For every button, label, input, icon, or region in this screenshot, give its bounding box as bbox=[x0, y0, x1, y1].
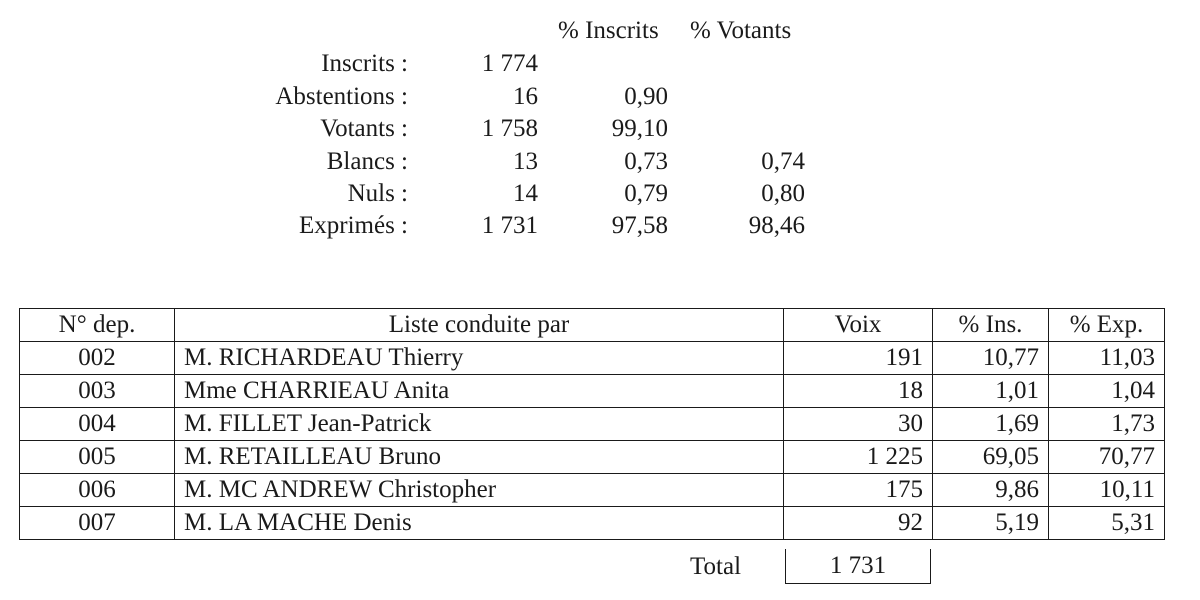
table-header-row bbox=[20, 309, 1165, 342]
summary-row-nuls bbox=[0, 180, 1200, 212]
cell-pct-ins: 5,19 bbox=[933, 507, 1049, 540]
table-row bbox=[20, 507, 1165, 540]
cell-list: M. RETAILLEAU Bruno bbox=[175, 441, 784, 474]
cell-voix: 92 bbox=[784, 507, 933, 540]
cell-list: M. RICHARDEAU Thierry bbox=[175, 342, 784, 375]
results-table bbox=[19, 308, 1165, 540]
summary-label: Abstentions : bbox=[275, 83, 408, 110]
summary-label: Blancs : bbox=[326, 148, 408, 175]
summary-pct-inscrits: 99,10 bbox=[611, 115, 668, 142]
total-label: Total bbox=[690, 553, 742, 580]
col-header-list: Liste conduite par bbox=[175, 309, 784, 342]
summary-pct-inscrits: 0,73 bbox=[624, 148, 668, 175]
cell-pct-exp: 1,73 bbox=[1049, 408, 1165, 441]
summary-label: Votants : bbox=[320, 115, 408, 142]
cell-voix: 175 bbox=[784, 474, 933, 507]
summary-pct-inscrits: 97,58 bbox=[611, 212, 668, 239]
col-header-voix: Voix bbox=[784, 309, 933, 342]
cell-pct-ins: 1,01 bbox=[933, 375, 1049, 408]
summary-count: 14 bbox=[513, 180, 538, 207]
cell-list: M. FILLET Jean-Patrick bbox=[175, 408, 784, 441]
turnout-summary bbox=[0, 0, 1200, 260]
summary-count: 1 774 bbox=[481, 50, 538, 77]
summary-row-blancs bbox=[0, 148, 1200, 180]
cell-pct-exp: 11,03 bbox=[1049, 342, 1165, 375]
cell-num: 006 bbox=[20, 474, 175, 507]
summary-pct-votants: 0,80 bbox=[761, 180, 805, 207]
col-header-pct-ins: % Ins. bbox=[933, 309, 1049, 342]
total-value: 1 731 bbox=[785, 549, 931, 584]
cell-pct-exp: 10,11 bbox=[1049, 474, 1165, 507]
cell-list: Mme CHARRIEAU Anita bbox=[175, 375, 784, 408]
cell-num: 003 bbox=[20, 375, 175, 408]
cell-num: 002 bbox=[20, 342, 175, 375]
summary-row-inscrits bbox=[0, 50, 1200, 82]
table-row bbox=[20, 342, 1165, 375]
summary-pct-inscrits: 0,90 bbox=[624, 83, 668, 110]
col-header-pct-exp: % Exp. bbox=[1049, 309, 1165, 342]
summary-label: Exprimés : bbox=[298, 212, 408, 239]
cell-num: 007 bbox=[20, 507, 175, 540]
cell-list: M. MC ANDREW Christopher bbox=[175, 474, 784, 507]
cell-pct-exp: 5,31 bbox=[1049, 507, 1165, 540]
summary-row-exprimes bbox=[0, 212, 1200, 244]
summary-count: 1 758 bbox=[481, 115, 538, 142]
cell-voix: 18 bbox=[784, 375, 933, 408]
cell-list: M. LA MACHE Denis bbox=[175, 507, 784, 540]
table-row bbox=[20, 375, 1165, 408]
pct-votants-header: % Votants bbox=[690, 17, 792, 44]
cell-voix: 1 225 bbox=[784, 441, 933, 474]
summary-row-abstentions bbox=[0, 83, 1200, 115]
summary-count: 1 731 bbox=[481, 212, 538, 239]
summary-count: 16 bbox=[513, 83, 538, 110]
cell-pct-ins: 1,69 bbox=[933, 408, 1049, 441]
summary-row-votants bbox=[0, 115, 1200, 147]
cell-pct-ins: 10,77 bbox=[933, 342, 1049, 375]
cell-pct-ins: 9,86 bbox=[933, 474, 1049, 507]
cell-pct-exp: 70,77 bbox=[1049, 441, 1165, 474]
cell-voix: 191 bbox=[784, 342, 933, 375]
cell-voix: 30 bbox=[784, 408, 933, 441]
summary-pct-votants: 0,74 bbox=[761, 148, 805, 175]
cell-num: 005 bbox=[20, 441, 175, 474]
table-row bbox=[20, 474, 1165, 507]
summary-pct-votants: 98,46 bbox=[748, 212, 805, 239]
summary-pct-inscrits: 0,79 bbox=[624, 180, 668, 207]
table-row bbox=[20, 441, 1165, 474]
summary-label: Inscrits : bbox=[321, 50, 408, 77]
summary-label: Nuls : bbox=[347, 180, 408, 207]
cell-num: 004 bbox=[20, 408, 175, 441]
cell-pct-exp: 1,04 bbox=[1049, 375, 1165, 408]
table-row bbox=[20, 408, 1165, 441]
pct-inscrits-header: % Inscrits bbox=[558, 17, 659, 44]
cell-pct-ins: 69,05 bbox=[933, 441, 1049, 474]
col-header-num: N° dep. bbox=[20, 309, 175, 342]
summary-count: 13 bbox=[513, 148, 538, 175]
